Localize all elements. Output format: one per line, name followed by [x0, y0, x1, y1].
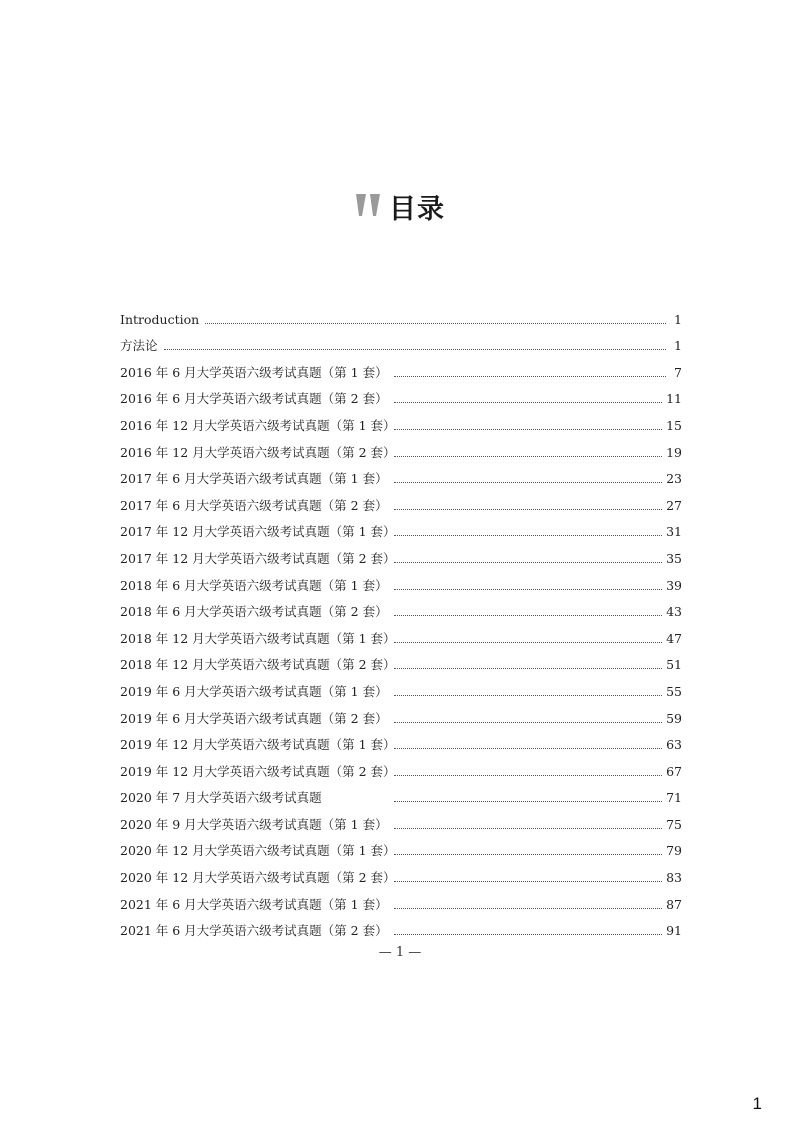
toc-leader-dots: [394, 747, 662, 749]
toc-entry-page: 55: [666, 683, 682, 699]
toc-entry-page: 47: [666, 630, 682, 646]
toc-entry-page: 27: [666, 497, 682, 513]
toc-entry-label: 2016 年 6 月大学英语六级考试真题（第 1 套）: [120, 364, 388, 380]
page-footer-number: — 1 —: [378, 945, 422, 960]
quote-mark-icon: [355, 194, 383, 216]
toc-entry[interactable]: [120, 541, 682, 568]
toc-entry[interactable]: [120, 914, 682, 941]
toc-entry[interactable]: [120, 781, 682, 808]
toc-leader-dots: [394, 375, 666, 377]
toc-entry[interactable]: [120, 754, 682, 781]
toc-entry-page: 31: [666, 524, 682, 540]
title-inner: [355, 190, 445, 230]
toc-leader-dots: [394, 800, 662, 802]
toc-leader-dots: [394, 827, 662, 829]
toc-entry-page: 91: [666, 923, 682, 939]
toc-entry[interactable]: [120, 807, 682, 834]
toc-entry-page: 67: [666, 763, 682, 779]
toc-entry-page: 1: [674, 338, 682, 354]
toc-entry[interactable]: [120, 701, 682, 728]
toc-leader-dots: [394, 774, 662, 776]
toc-entry-label: 2020 年 12 月大学英语六级考试真题（第 2 套）: [120, 870, 396, 886]
toc-entry-page: 43: [666, 604, 682, 620]
toc-entry-label: 2018 年 12 月大学英语六级考试真题（第 1 套）: [120, 630, 396, 646]
toc-leader-dots: [394, 933, 662, 935]
toc-entry-label: 2018 年 6 月大学英语六级考试真题（第 2 套）: [120, 604, 388, 620]
toc-leader-dots: [164, 348, 666, 350]
toc-entry-label: 2018 年 12 月大学英语六级考试真题（第 2 套）: [120, 657, 396, 673]
toc-entry-page: 63: [666, 737, 682, 753]
page-title: 目录: [389, 194, 445, 225]
toc-entry-label: 2020 年 9 月大学英语六级考试真题（第 1 套）: [120, 816, 388, 832]
toc-entry[interactable]: [120, 408, 682, 435]
toc-entry-label: 2017 年 6 月大学英语六级考试真题（第 1 套）: [120, 471, 388, 487]
toc-leader-dots: [394, 667, 662, 669]
toc-leader-dots: [394, 561, 662, 563]
toc-leader-dots: [394, 721, 662, 723]
toc-entry-label: 2021 年 6 月大学英语六级考试真题（第 2 套）: [120, 923, 388, 939]
toc-entry-page: 11: [666, 391, 682, 407]
toc-leader-dots: [394, 401, 662, 403]
toc-leader-dots: [394, 694, 662, 696]
toc-leader-dots: [394, 641, 662, 643]
toc-entry[interactable]: [120, 302, 682, 329]
toc-entry-page: 23: [666, 471, 682, 487]
toc-leader-dots: [394, 534, 662, 536]
toc-leader-dots: [394, 455, 662, 457]
toc-entry-page: 1: [674, 311, 682, 327]
toc-entry-label: 2016 年 12 月大学英语六级考试真题（第 2 套）: [120, 444, 396, 460]
toc-entry[interactable]: [120, 674, 682, 701]
toc-leader-dots: [394, 614, 662, 616]
toc-entry-page: 83: [666, 870, 682, 886]
toc-entry[interactable]: [120, 382, 682, 409]
toc-entry-label: 2019 年 12 月大学英语六级考试真题（第 2 套）: [120, 763, 396, 779]
toc-entry-label: 2018 年 6 月大学英语六级考试真题（第 1 套）: [120, 577, 388, 593]
toc-leader-dots: [394, 853, 662, 855]
toc-entry[interactable]: [120, 887, 682, 914]
toc-entry-label: 2019 年 6 月大学英语六级考试真题（第 1 套）: [120, 683, 388, 699]
toc-leader-dots: [394, 907, 662, 909]
toc-entry[interactable]: [120, 834, 682, 861]
toc-entry-label: 2020 年 7 月大学英语六级考试真题: [120, 790, 322, 806]
toc-entry[interactable]: [120, 515, 682, 542]
toc-entry-page: 35: [666, 550, 682, 566]
toc-entry[interactable]: [120, 488, 682, 515]
toc-entry-page: 59: [666, 710, 682, 726]
toc-entry-page: 15: [666, 417, 682, 433]
toc-entry-label: 2017 年 12 月大学英语六级考试真题（第 2 套）: [120, 550, 396, 566]
toc-entry-page: 79: [666, 843, 682, 859]
toc-entry-label: 2019 年 6 月大学英语六级考试真题（第 2 套）: [120, 710, 388, 726]
toc-leader-dots: [394, 588, 662, 590]
toc-leader-dots: [394, 481, 662, 483]
toc-entry[interactable]: [120, 595, 682, 622]
toc-entry-label: 2016 年 12 月大学英语六级考试真题（第 1 套）: [120, 417, 396, 433]
corner-page-number: 1: [752, 1094, 762, 1113]
toc-entry-label: 2019 年 12 月大学英语六级考试真题（第 1 套）: [120, 737, 396, 753]
toc-leader-dots: [394, 508, 662, 510]
toc-entry[interactable]: [120, 435, 682, 462]
toc-entry-label: Introduction: [120, 311, 200, 327]
title-block: [0, 190, 800, 240]
toc-entry-page: 7: [674, 364, 682, 380]
toc-entry-page: 75: [666, 816, 682, 832]
toc-entry-page: 71: [666, 790, 682, 806]
toc-entry[interactable]: [120, 860, 682, 887]
toc-entry[interactable]: [120, 329, 682, 356]
toc-entry[interactable]: [120, 568, 682, 595]
toc-entry-page: 19: [666, 444, 682, 460]
toc-entry[interactable]: [120, 728, 682, 755]
toc-entry-page: 51: [666, 657, 682, 673]
toc-entry[interactable]: [120, 355, 682, 382]
toc-entry-label: 2017 年 12 月大学英语六级考试真题（第 1 套）: [120, 524, 396, 540]
toc-entry-page: 39: [666, 577, 682, 593]
toc-leader-dots: [394, 880, 662, 882]
toc-entry[interactable]: [120, 462, 682, 489]
toc-entry[interactable]: [120, 648, 682, 675]
toc-entry-label: 2021 年 6 月大学英语六级考试真题（第 1 套）: [120, 896, 388, 912]
toc-entry-label: 2016 年 6 月大学英语六级考试真题（第 2 套）: [120, 391, 388, 407]
toc-entry-label: 方法论: [120, 338, 158, 354]
toc-entry-label: 2020 年 12 月大学英语六级考试真题（第 1 套）: [120, 843, 396, 859]
toc-leader-dots: [205, 322, 666, 324]
table-of-contents: [120, 302, 682, 940]
toc-entry-page: 87: [666, 896, 682, 912]
toc-leader-dots: [394, 428, 662, 430]
toc-entry-label: 2017 年 6 月大学英语六级考试真题（第 2 套）: [120, 497, 388, 513]
toc-entry[interactable]: [120, 621, 682, 648]
